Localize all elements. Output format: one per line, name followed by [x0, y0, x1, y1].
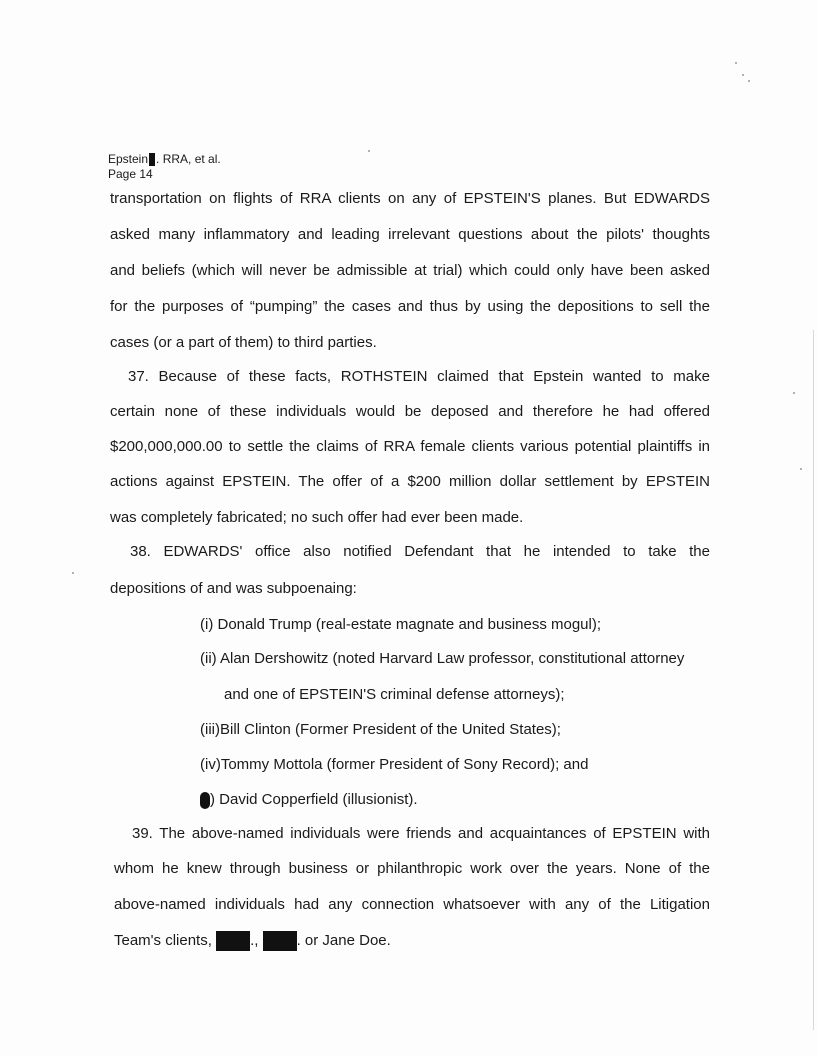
body-line: certain none of these individuals would be deposed and therefore he had offered	[110, 403, 710, 420]
paragraph-38-first-line: 38. EDWARDS' office also notified Defendant that he intended to take the	[130, 543, 710, 560]
scan-speck	[748, 80, 750, 82]
body-line: was completely fabricated; no such offer had ever been made.	[110, 509, 524, 526]
clients-text: Team's clients,	[114, 931, 212, 949]
redaction-box	[216, 931, 250, 951]
body-line: transportation on flights of RRA clients on any of EPSTEIN'S planes. But EDWARDS	[110, 190, 710, 207]
paragraph-37-first-line: 37. Because of these facts, ROTHSTEIN claimed that Epstein wanted to make	[128, 368, 710, 385]
header-page-number: Page 14	[108, 167, 153, 181]
scan-edge-line	[813, 330, 814, 1030]
body-line: above-named individuals had any connection whatsoever with any of the Litigation	[114, 896, 710, 913]
list-item: (i) Donald Trump (real-estate magnate and business mogul);	[200, 616, 602, 633]
list-item: (iii)Bill Clinton (Former President of the United States);	[200, 721, 561, 738]
body-line: for the purposes of “pumping” the cases and thus by using the depositions to sell the	[110, 298, 710, 315]
scan-speck	[793, 392, 795, 394]
body-line: whom he knew through business or philanthropic work over the years. None of the	[114, 860, 710, 877]
body-line: asked many inflammatory and leading irrelevant questions about the pilots' thoughts	[110, 226, 710, 243]
header-case-line	[108, 152, 221, 167]
list-item-continuation: and one of EPSTEIN'S criminal defense attorneys);	[224, 686, 565, 703]
separator-text: .,	[250, 931, 263, 949]
scan-speck	[72, 572, 74, 574]
list-item-text: ) David Copperfield (illusionist).	[210, 791, 418, 808]
redaction-box	[263, 931, 297, 951]
body-line: $200,000,000.00 to settle the claims of RRA female clients various potential plaintiffs in	[110, 438, 710, 455]
scan-speck	[742, 74, 744, 76]
body-line: cases (or a part of them) to third parties.	[110, 334, 377, 351]
paragraph-39-first-line: 39. The above-named individuals were friends and acquaintances of EPSTEIN with	[132, 825, 710, 842]
header-case-suffix: . RRA, et al.	[156, 152, 221, 166]
redaction-box	[149, 153, 155, 166]
header-case-prefix: Epstein	[108, 152, 149, 166]
body-line: depositions of and was subpoenaing:	[110, 580, 357, 597]
body-line: actions against EPSTEIN. The offer of a $200 million dollar settlement by EPSTEIN	[110, 473, 710, 490]
redaction-box	[200, 792, 210, 809]
body-line: and beliefs (which will never be admissible at trial) which could only have been asked	[110, 262, 710, 279]
page-header	[108, 152, 221, 182]
list-item: (ii) Alan Dershowitz (noted Harvard Law professor, constitutional attorney	[200, 650, 685, 667]
list-item	[200, 791, 418, 809]
jane-doe-text: . or Jane Doe.	[296, 931, 391, 949]
scan-speck	[800, 468, 802, 470]
scan-speck	[368, 150, 370, 152]
list-item: (iv)Tommy Mottola (former President of Sony Record); and	[200, 756, 589, 773]
scan-speck	[735, 62, 737, 64]
body-line	[114, 931, 714, 951]
